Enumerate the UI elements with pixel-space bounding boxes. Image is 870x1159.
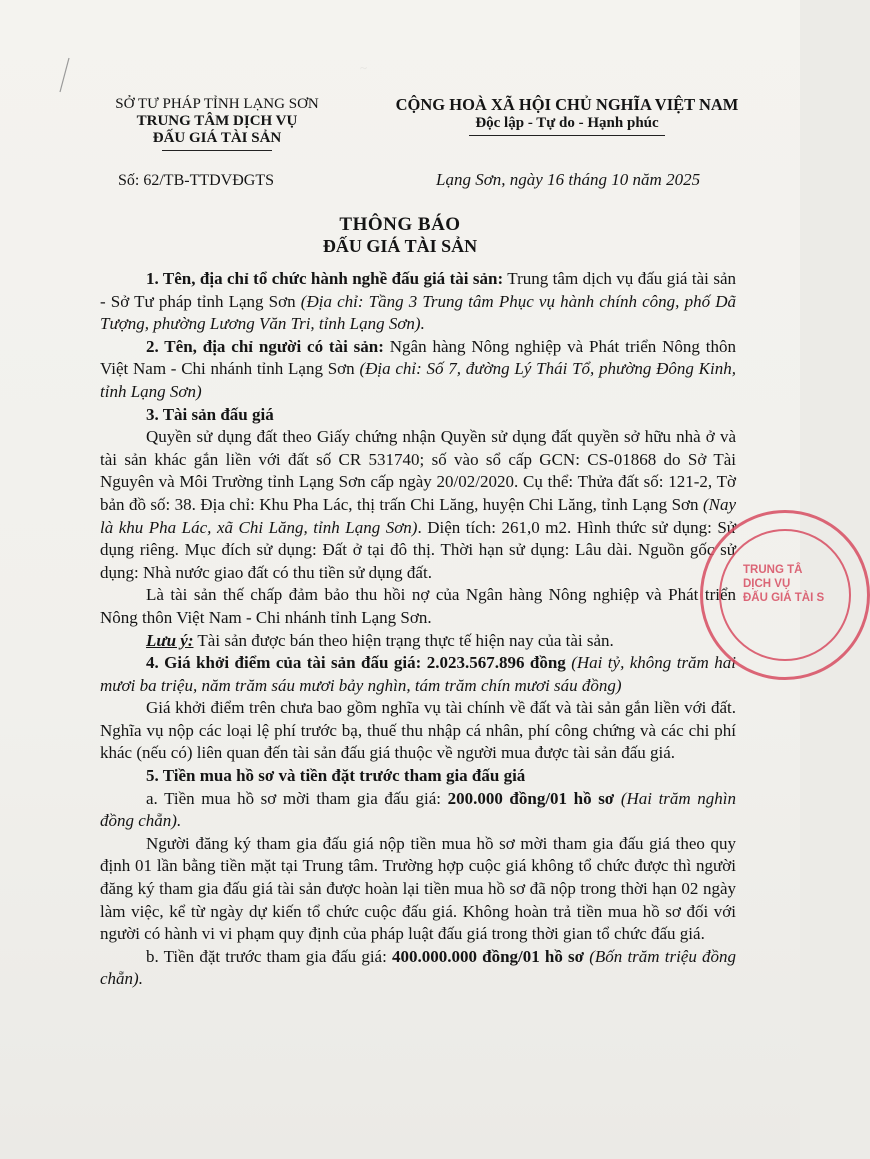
section-5-heading-para: [100, 765, 736, 788]
section-2-address: (Địa chỉ: Số 7, đường Lý Thái Tổ, phường Đông Kinh, tỉnh Lạng Sơn): [100, 359, 736, 401]
section-4: [100, 652, 736, 697]
seal-line-3: ĐẤU GIÁ TÀI S: [743, 592, 825, 604]
seal-line-1: TRUNG TÂ: [743, 564, 803, 576]
section-3-heading: 3. Tài sản đấu giá: [146, 404, 274, 424]
section-5b: [100, 946, 736, 991]
section-4-text: Giá khởi điểm trên chưa bao gồm nghĩa vụ tài chính về đất và tài sản gắn liền với đất. Nghĩa vụ nộp các loại lệ phí trước bạ, thuế thu nhập cá nhân, phí công chứng và các chi phí khác (nếu có) liên quan đến tài sản đấu giá thuộc về người mua được tài sản đấu giá.: [100, 698, 736, 763]
document-title: THÔNG BÁO: [339, 214, 461, 235]
section-4-heading: 4. Giá khởi điểm của tài sản đấu giá: 2.023.567.896 đồng: [146, 653, 566, 673]
note: [100, 630, 736, 653]
section-3-collateral: Là tài sản thế chấp đảm bảo thu hồi nợ của Ngân hàng Nông nghiệp và Phát triển Nông thôn Việt Nam - Chi nhánh tỉnh Lạng Sơn.: [100, 585, 736, 627]
national-heading: [382, 96, 752, 136]
document-number: Số: 62/TB-TTDVĐGTS: [118, 172, 274, 189]
section-1-text: Trung tâm dịch vụ đấu giá tài sản - Sở Tư pháp tỉnh Lạng Sơn: [100, 269, 736, 311]
section-5-heading: 5. Tiền mua hồ sơ và tiền đặt trước tham gia đấu giá: [146, 766, 526, 786]
section-1-address: (Địa chỉ: Tầng 3 Trung tâm Phục vụ hành chính công, phố Dã Tượng, phường Lương Văn Tri, tỉnh Lạng Sơn).: [100, 291, 737, 334]
section-3-text-b: . Diện tích: 261,0 m2. Hình thức sử dụng: Sử dụng riêng. Mục đích sử dụng: Đất ở tại đô thị. Thời hạn sử dụng: Lâu dài. Nguồn gốc sử dụng: Nhà nước giao đất có thu tiền sử dụng đất.: [100, 517, 736, 582]
section-5b-amount: 400.000.000 đồng/01 hồ sơ: [391, 946, 585, 966]
section-5a-text: a. Tiền mua hồ sơ mời tham gia đấu giá:: [146, 788, 448, 808]
motto-underline: [469, 135, 665, 136]
note-label: Lưu ý:: [146, 630, 194, 650]
pen-mark: [56, 56, 72, 96]
seal-text: [743, 563, 843, 605]
section-2-text: Ngân hàng Nông nghiệp và Phát triển Nông thôn Việt Nam - Chi nhánh tỉnh Lạng Sơn: [100, 336, 736, 379]
section-2-heading: 2. Tên, địa chỉ người có tài sản:: [146, 336, 384, 356]
section-3-new-address: (Nay là khu Pha Lác, xã Chi Lăng, tỉnh Lạng Sơn): [100, 494, 736, 537]
seal-line-2: DỊCH VỤ: [743, 578, 791, 590]
document-body: [100, 268, 736, 991]
section-5a: [100, 788, 736, 833]
section-5b-amount-words: (Bốn trăm triệu đồng chẵn).: [100, 946, 736, 989]
section-3-text-a: Quyền sử dụng đất theo Giấy chứng nhận Quyền sử dụng đất quyền sở hữu nhà ở và tài sản khác gắn liền với đất số CR 531740; số vào sổ cấp GCN: CS-01868 do Sở Tài Nguyên và Môi Trường tỉnh Lạng Sơn cấp ngày 20/02/2020. Cụ thể: Thửa đất số: 121-2, Tờ bản đồ số: 38. Địa chỉ: Khu Pha Lác, thị trấn Chi Lăng, huyện Chi Lăng, tỉnh Lạng Sơn: [100, 427, 736, 514]
section-1: [100, 268, 736, 336]
document-subtitle: ĐẤU GIÁ TÀI SẢN: [322, 236, 478, 256]
national-motto: Độc lập - Tự do - Hạnh phúc: [475, 115, 659, 131]
section-5a-amount-words: (Hai trăm nghìn đồng chẵn).: [100, 788, 737, 831]
section-1-heading: 1. Tên, địa chỉ tổ chức hành nghề đấu giá tài sản:: [146, 269, 504, 288]
org-line-3: ĐẤU GIÁ TÀI SẢN: [152, 130, 282, 146]
section-5b-text: b. Tiền đặt trước tham gia đấu giá:: [146, 946, 392, 966]
section-2: [100, 336, 736, 404]
org-line-1: SỞ TƯ PHÁP TỈNH LẠNG SƠN: [115, 96, 319, 112]
section-3-description: [100, 426, 736, 584]
section-5a-amount: 200.000 đồng/01 hồ sơ: [447, 788, 615, 808]
section-5a-paragraph: Người đăng ký tham gia đấu giá nộp tiền mua hồ sơ mời tham gia đấu giá theo quy định 01 lần bằng tiền mặt tại Trung tâm. Trường hợp cuộc giá không tổ chức được thì người đăng ký tham gia đấu giá tài sản được hoàn lại tiền mua hồ sơ đã nộp trong thời hạn 02 ngày làm việc, kể từ ngày dự kiến tổ chức cuộc đấu giá. Không hoàn trả tiền mua hồ sơ đối với người có hành vi vi phạm quy định của pháp luật đấu giá trong thời gian tổ chức đấu giá.: [100, 833, 736, 944]
org-underline: [162, 150, 272, 151]
org-line-2: TRUNG TÂM DỊCH VỤ: [136, 113, 298, 129]
section-4-amount-words: (Hai tỷ, không trăm hai mươi ba triệu, năm trăm sáu mươi bảy nghìn, tám trăm chín mươi sáu đồng): [100, 653, 736, 695]
place-date: Lạng Sơn, ngày 16 tháng 10 năm 2025: [436, 170, 701, 189]
issuing-organization: [92, 96, 342, 151]
show-through-texture: ~: [360, 60, 368, 75]
red-seal-stamp: [700, 510, 870, 680]
note-text: Tài sản được bán theo hiện trạng thực tế hiện nay của tài sản.: [193, 630, 614, 650]
section-3-heading-para: [100, 404, 736, 427]
nation-name: CỘNG HOÀ XÃ HỘI CHỦ NGHĨA VIỆT NAM: [395, 95, 739, 114]
